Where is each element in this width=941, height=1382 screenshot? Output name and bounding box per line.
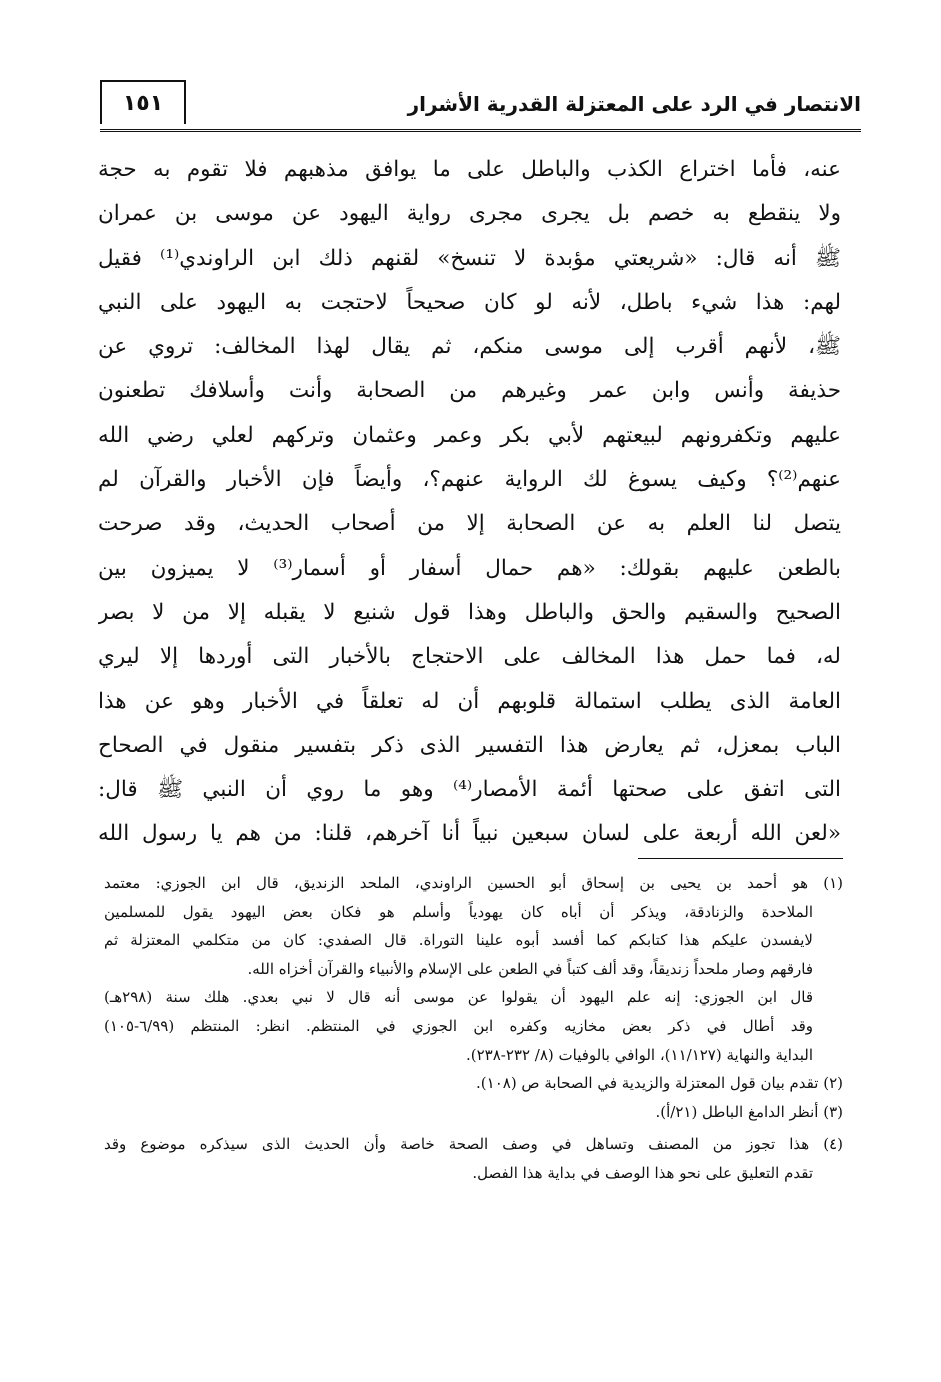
text-line: حذيفة وأنس وابن عمر وغيرهم من الصحابة وأنت وأسلافك تطعنون <box>98 378 841 404</box>
text-line: عنه، فأما اختراع الكذب والباطل على ما يوافق مذهبهم فلا تقوم به حجة <box>98 157 841 182</box>
header-rule <box>100 129 861 132</box>
text-line: الباب بمعزل، ثم يعارض هذا التفسير الذى ذكر بتفسير منقول في الصحاح <box>98 732 841 758</box>
text-line: عنهم⁽²⁾؟ وكيف يسوغ لك الرواية عنهم؟، وأيضاً فإن الأخبار والقرآن لم <box>98 467 841 493</box>
text-line: التى اتفق على صحتها أئمة الأمصار⁽⁴⁾ وهو ما روي أن النبي ﷺ قال: <box>98 777 841 803</box>
footnote-line: تقدم التعليق على نحو هذا الوصف في بداية هذا الفصل. <box>472 1163 813 1182</box>
footnote-4 <box>104 1130 843 1187</box>
footnotes <box>104 869 843 1188</box>
footnote-1 <box>104 869 843 1069</box>
footnote-line: (٤) هذا تجوز من المصنف وتساهل في وصف الصحة خاصة وأن الحديث الذى سيذكره موضوع وقد <box>104 1135 843 1154</box>
footnote-line: قال ابن الجوزي: إنه علم اليهود أن يقولوا عن موسى أنه قال لا نبي بعدي. هلك سنة (٢٩٨هـ) <box>104 988 813 1007</box>
text-line: «لعن الله أربعة على لسان سبعين نبياً أنا آخرهم، قلنا: من هم يا رسول الله <box>98 821 841 847</box>
text-line: ﷺ، لأنهم أقرب إلى موسى منكم، ثم يقال لهذا المخالف: تروي عن <box>98 334 841 360</box>
text-line: يتصل لنا العلم به عن الصحابة إلا من أصحاب الحديث، وقد صرحت <box>98 511 841 537</box>
footnote-line: (٢) تقدم بيان قول المعتزلة والزيدية في الصحابة ص (١٠٨). <box>476 1074 843 1093</box>
footnote-separator <box>638 858 843 859</box>
footnote-line: لايفسدن عليكم هذا كتابكم كما أفسد أبوه علينا التوراة. قال الصفدي: كان من متكلمي المعتزلة ثم <box>104 931 813 950</box>
running-header <box>100 80 861 132</box>
header-title: الانتصار في الرد على المعتزلة القدرية الأشرار <box>407 92 861 116</box>
main-text <box>98 148 841 857</box>
footnote-3 <box>104 1098 843 1127</box>
text-line: الصحيح والسقيم والحق والباطل وهذا قول شنيع لا يقبله إلا من لا بصر <box>98 599 841 625</box>
footnote-2 <box>104 1069 843 1098</box>
text-line: لهم: هذا شيء باطل، لأنه لو كان صحيحاً لاحتجت به اليهود على النبي <box>98 289 841 315</box>
text-line: ﷺ أنه قال: «شريعتي مؤبدة لا تنسخ» لقنهم ذلك ابن الراوندي⁽¹⁾ فقيل <box>98 245 841 271</box>
text-line: ولا ينقطع به خصم بل يجرى مجرى رواية اليهود عن موسى بن عمران <box>98 201 841 227</box>
text-line: له، فما حمل هذا المخالف على الاحتجاج بالأخبار التى أوردها إلا ليري <box>98 644 841 670</box>
footnote-line: الملاحدة والزنادقة، ويذكر أن أباه كان يهودياً وأسلم هو فكان بعض اليهود يقول للمسلمين <box>104 902 813 921</box>
footnote-line: (٣) أنظر الدامغ الباطل (٢١/أ). <box>655 1102 843 1121</box>
footnote-line: وقد أطال في ذكر بعض مخازيه وكفره ابن الجوزي في المنتظم. انظر: المنتظم (٦/٩٩-١٠٥) <box>104 1016 813 1035</box>
footnote-line: البداية والنهاية (١١/١٢٧)، الوافي بالوفيات (٨/ ٢٣٢-٢٣٨). <box>465 1045 813 1064</box>
text-line: العامة الذى يطلب استمالة قلوبهم أن له تعلقاً في الأخبار وهو عن هذا <box>98 688 841 714</box>
text-line: عليهم وتكفرونهم لبيعتهم لأبي بكر وعمر وعثمان وتركهم لعلي رضي الله <box>98 422 841 448</box>
text-line: بالطعن عليهم بقولك: «هم حمال أسفار أو أسمار⁽³⁾ لا يميزون بين <box>98 555 841 581</box>
footnote-line: فارقهم وصار ملحداً زنديقاً، وقد ألف كتباً في الطعن على الإسلام والأنبياء والقرآن أخزاه الله. <box>247 959 813 978</box>
page-number: ١٥١ <box>100 80 186 124</box>
footnote-line: (١) هو أحمد بن يحيى بن إسحاق أبو الحسين الراوندي، الملحد الزنديق، قال ابن الجوزي: معتمد <box>104 874 843 892</box>
